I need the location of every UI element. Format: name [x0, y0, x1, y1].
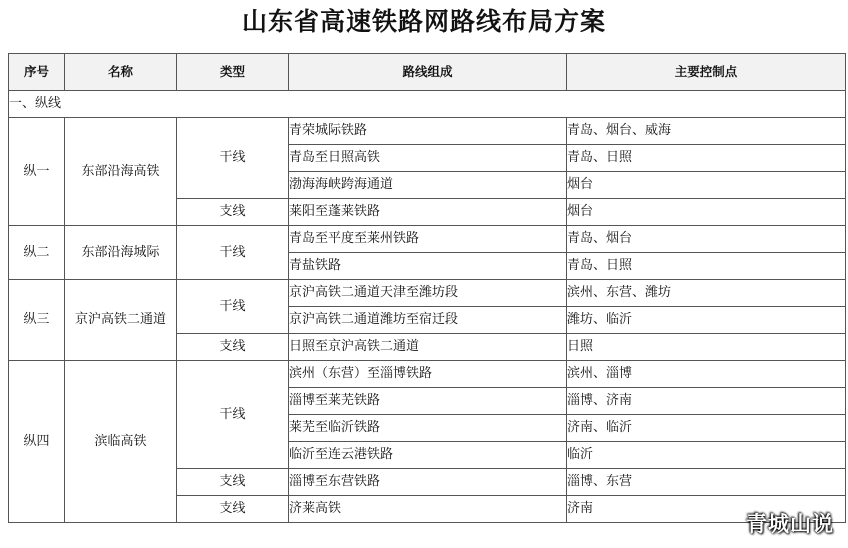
row-points: 淄博、东营	[567, 469, 846, 496]
watermark: 青城山说	[746, 512, 834, 536]
row-route: 济莱高铁	[289, 496, 567, 523]
row-route: 渤海海峡跨海通道	[289, 172, 567, 199]
row-route: 青荣城际铁路	[289, 118, 567, 145]
row-name: 京沪高铁二通道	[65, 280, 177, 361]
row-points: 潍坊、临沂	[567, 307, 846, 334]
layout-table	[8, 53, 846, 523]
row-points: 淄博、济南	[567, 388, 846, 415]
page-title: 山东省高速铁路网路线布局方案	[241, 7, 606, 36]
table-row	[9, 361, 846, 388]
row-points: 青岛、烟台、威海	[567, 118, 846, 145]
row-route: 青盐铁路	[289, 253, 567, 280]
row-points: 烟台	[567, 172, 846, 199]
row-seq: 纵一	[9, 118, 65, 226]
row-route: 滨州（东营）至淄博铁路	[289, 361, 567, 388]
row-seq: 纵四	[9, 361, 65, 523]
row-name: 东部沿海城际	[65, 226, 177, 280]
table-row	[9, 118, 846, 145]
row-type: 干线	[177, 118, 289, 199]
row-points: 青岛、日照	[567, 145, 846, 172]
row-points: 滨州、淄博	[567, 361, 846, 388]
row-name: 东部沿海高铁	[65, 118, 177, 226]
row-points: 日照	[567, 334, 846, 361]
row-points: 临沂	[567, 442, 846, 469]
row-points: 烟台	[567, 199, 846, 226]
row-type: 干线	[177, 226, 289, 280]
header-type: 类型	[177, 54, 289, 91]
row-type: 干线	[177, 280, 289, 334]
row-points: 济南、临沂	[567, 415, 846, 442]
row-route: 淄博至东营铁路	[289, 469, 567, 496]
header-name: 名称	[65, 54, 177, 91]
row-type: 支线	[177, 496, 289, 523]
header-seq: 序号	[9, 54, 65, 91]
row-points: 济南	[567, 496, 846, 523]
row-route: 淄博至莱芜铁路	[289, 388, 567, 415]
row-route: 京沪高铁二通道天津至潍坊段	[289, 280, 567, 307]
header-points: 主要控制点	[567, 54, 846, 91]
row-route: 青岛至日照高铁	[289, 145, 567, 172]
header-row	[9, 54, 846, 91]
row-route: 日照至京沪高铁二通道	[289, 334, 567, 361]
row-type: 支线	[177, 469, 289, 496]
header-route: 路线组成	[289, 54, 567, 91]
row-route: 京沪高铁二通道潍坊至宿迁段	[289, 307, 567, 334]
row-route: 临沂至连云港铁路	[289, 442, 567, 469]
row-seq: 纵二	[9, 226, 65, 280]
section-row	[9, 91, 846, 118]
row-type: 支线	[177, 334, 289, 361]
row-points: 青岛、烟台	[567, 226, 846, 253]
table-row	[9, 226, 846, 253]
table-row	[9, 280, 846, 307]
section-label: 一、纵线	[9, 91, 846, 118]
row-type: 支线	[177, 199, 289, 226]
row-route: 莱阳至蓬莱铁路	[289, 199, 567, 226]
row-seq: 纵三	[9, 280, 65, 361]
row-type: 干线	[177, 361, 289, 469]
row-points: 青岛、日照	[567, 253, 846, 280]
row-name: 滨临高铁	[65, 361, 177, 523]
row-route: 莱芜至临沂铁路	[289, 415, 567, 442]
row-points: 滨州、东营、潍坊	[567, 280, 846, 307]
row-route: 青岛至平度至莱州铁路	[289, 226, 567, 253]
